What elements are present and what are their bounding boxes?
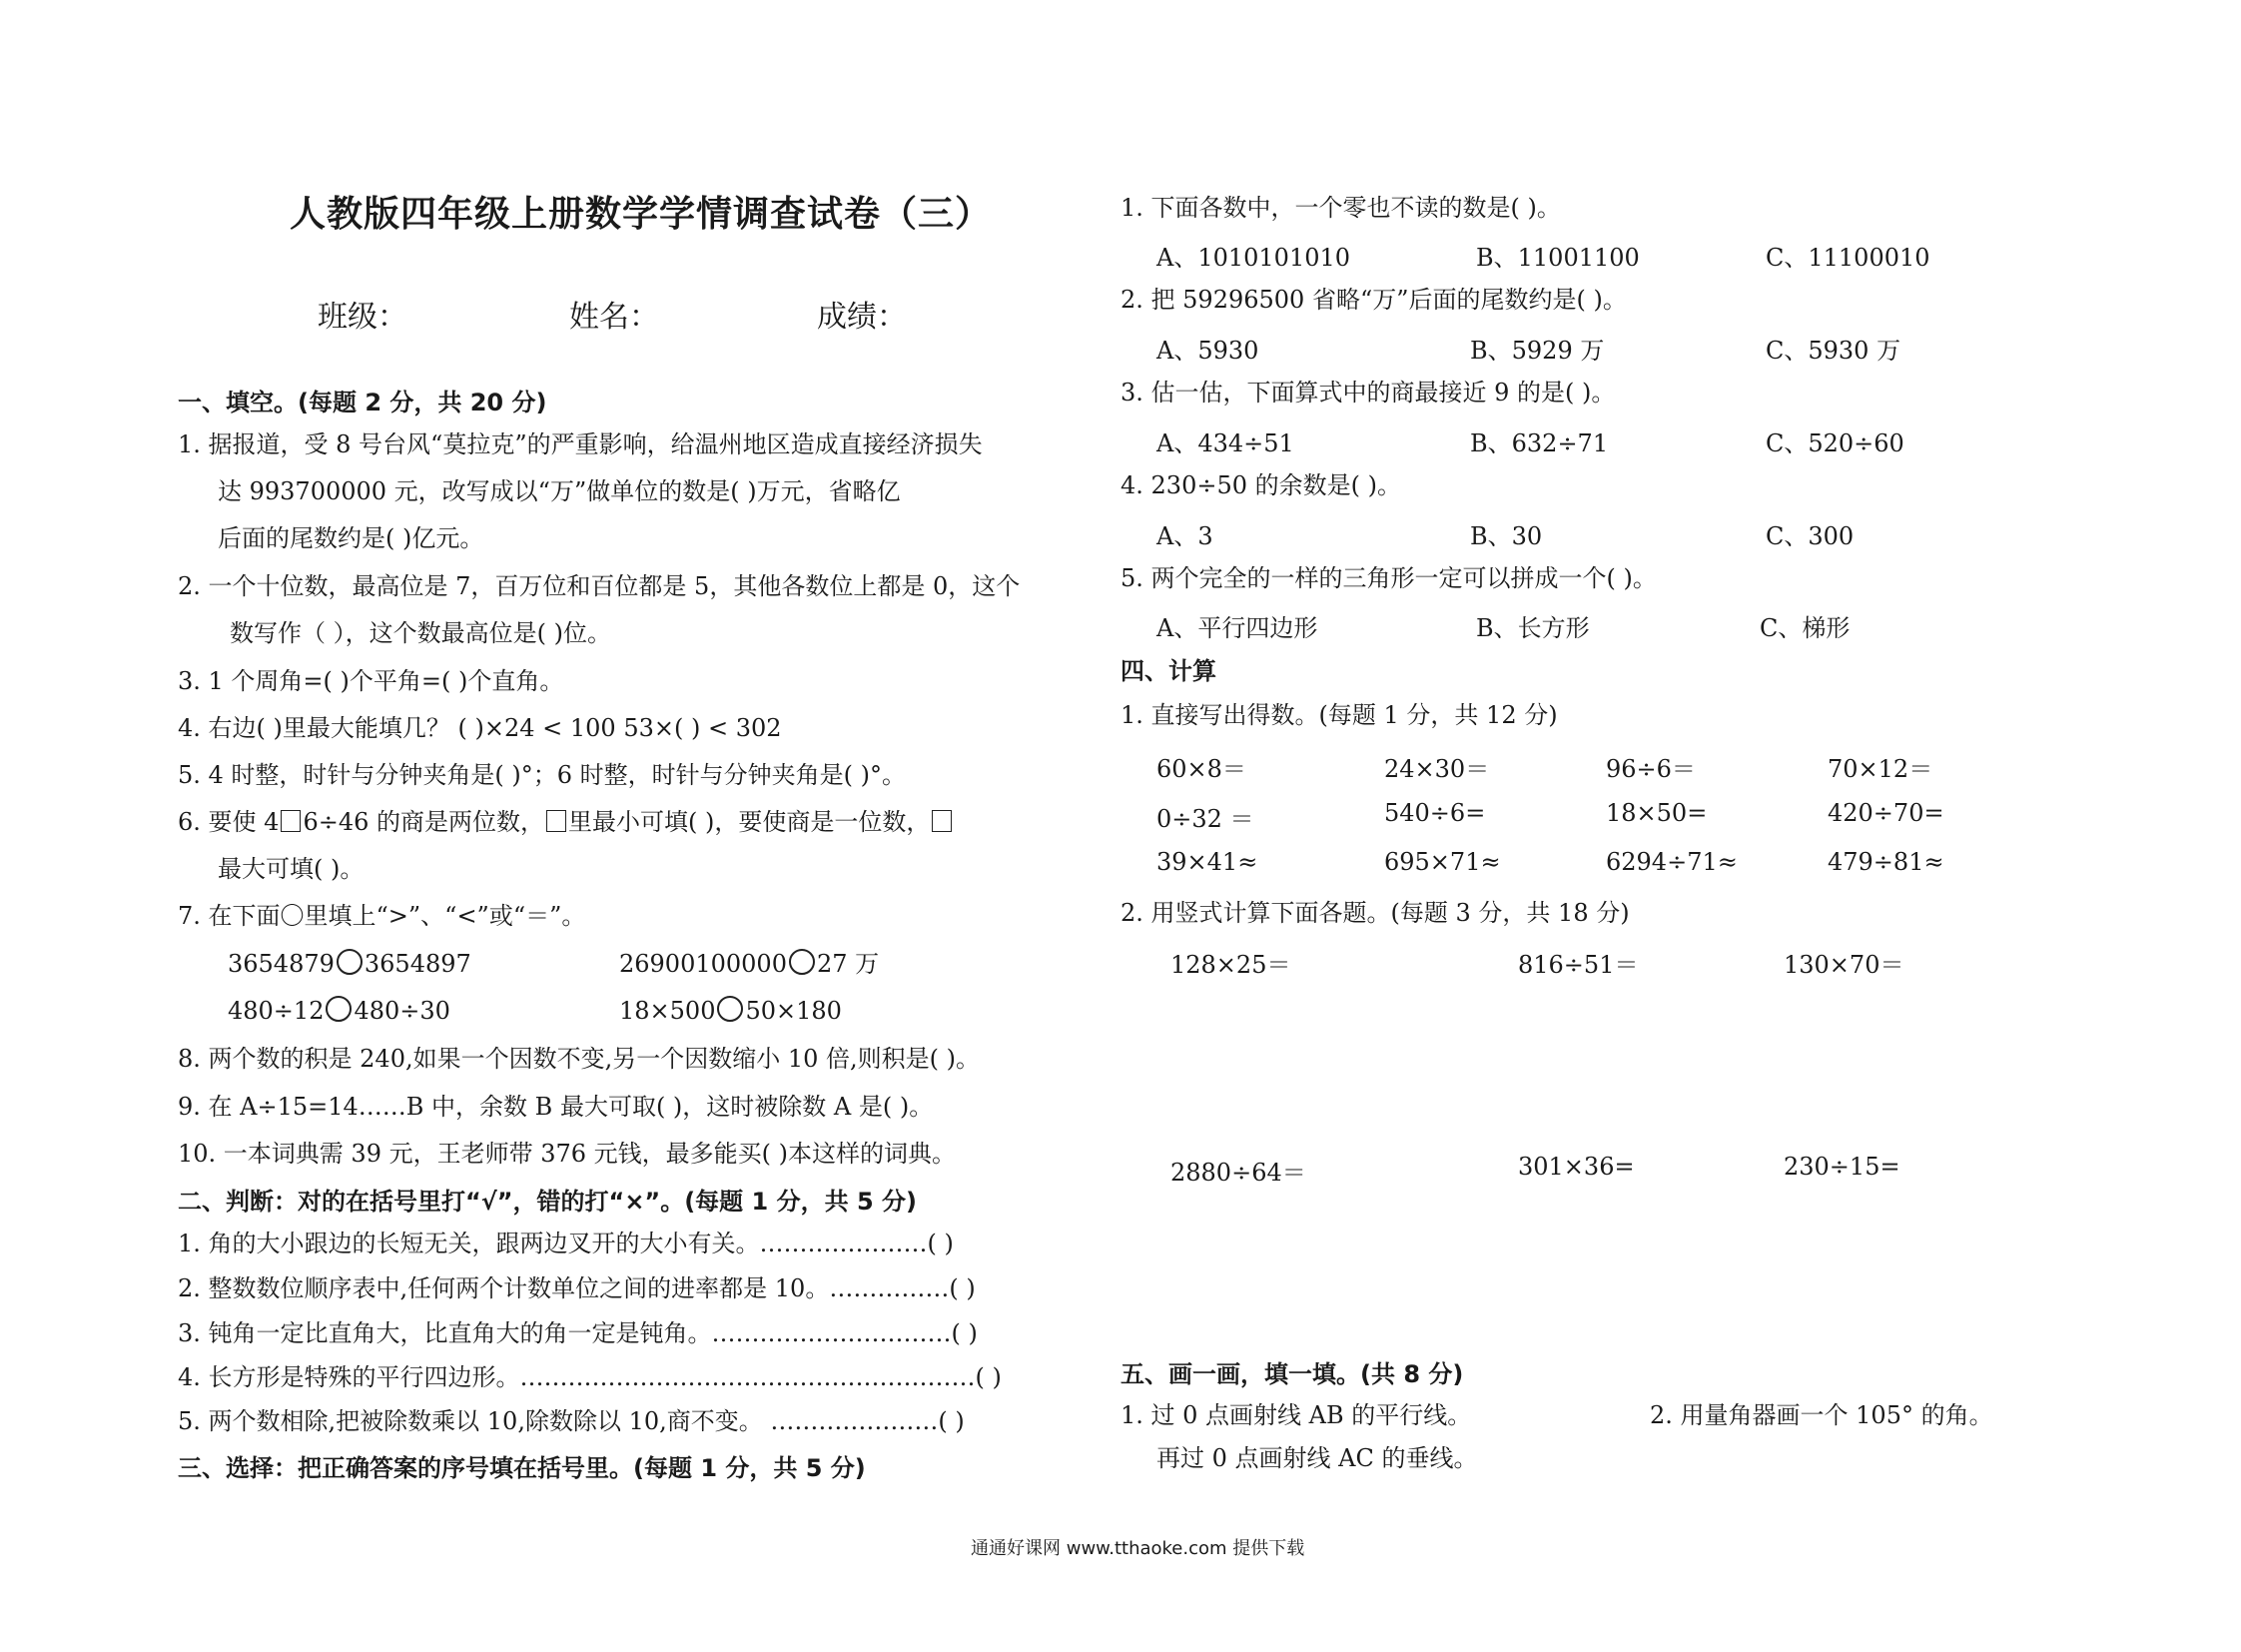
choice-q5-a: A、平行四边形 [1156, 614, 1318, 642]
draw-q1-line2: 再过 0 点画射线 AC 的垂线。 [1156, 1444, 1478, 1472]
fill-q8: 8. 两个数的积是 240,如果一个因数不变,另一个因数缩小 10 倍,则积是( )。 [178, 1045, 981, 1073]
circle-icon [337, 949, 363, 975]
footer-source: 通通好课网 www.tthaoke.com 提供下载 [971, 1538, 1305, 1559]
square-box-icon [281, 810, 301, 832]
choice-q3-b: B、632÷71 [1470, 429, 1609, 457]
square-box-icon [546, 810, 566, 832]
judge-q1: 1. 角的大小跟边的长短无关，跟两边叉开的大小有关。…………………( ) [178, 1230, 954, 1257]
fill-q1-line3: 后面的尾数约是( )亿元。 [218, 524, 484, 552]
fill-q6-line1 [178, 805, 954, 839]
calc-item: 24×30＝ [1384, 755, 1490, 783]
page-title: 人教版四年级上册数学学情调查试卷（三） [290, 194, 993, 235]
choice-q3-c: C、520÷60 [1766, 429, 1904, 457]
vertical-calc-item: 816÷51＝ [1518, 951, 1639, 979]
compare-2-left: 26900100000 [619, 950, 787, 978]
choice-q2-c: C、5930 万 [1766, 337, 1901, 365]
fill-q1-line2: 达 993700000 元，改写成以“万”做单位的数是( )万元，省略亿 [218, 477, 901, 505]
fill-q9: 9. 在 A÷15=14……B 中，余数 B 最大可取( )，这时被除数 A 是( )。 [178, 1093, 934, 1121]
vertical-calc-item: 128×25＝ [1170, 951, 1291, 979]
score-label: 成绩： [817, 300, 907, 335]
choice-q4: 4. 230÷50 的余数是( )。 [1120, 471, 1401, 499]
calc-item: 420÷70= [1828, 799, 1944, 827]
compare-4 [619, 994, 842, 1028]
compare-3-left: 480÷12 [228, 997, 325, 1025]
calc-item: 0÷32 ＝ [1156, 805, 1254, 833]
fill-q6-text-c: 里最小可填( )，要使商是一位数， [567, 808, 931, 836]
choice-q4-b: B、30 [1470, 522, 1543, 550]
compare-1 [228, 947, 471, 981]
fill-q2-line1: 2. 一个十位数，最高位是 7，百万位和百位都是 5，其他各数位上都是 0，这个 [178, 572, 1021, 600]
choice-q1-b: B、11001100 [1476, 244, 1640, 272]
calc-item: 479÷81≈ [1828, 848, 1944, 876]
choice-q2-b: B、5929 万 [1470, 337, 1605, 365]
vertical-calc-item: 301×36= [1518, 1153, 1635, 1181]
calc-item: 70×12＝ [1828, 755, 1933, 783]
draw-q2: 2. 用量角器画一个 105° 的角。 [1650, 1401, 1993, 1429]
section-5-heading: 五、画一画，填一填。(共 8 分) [1120, 1360, 1464, 1388]
square-box-icon [932, 810, 952, 832]
judge-q2: 2. 整数数位顺序表中,任何两个计数单位之间的进率都是 10。……………( ) [178, 1274, 976, 1302]
section-1-heading: 一、填空。(每题 2 分，共 20 分) [178, 389, 547, 416]
compare-3 [228, 994, 450, 1028]
choice-q1: 1. 下面各数中，一个零也不读的数是( )。 [1120, 194, 1561, 222]
vertical-calc-item: 2880÷64＝ [1170, 1159, 1306, 1187]
compare-3-right: 480÷30 [354, 997, 450, 1025]
vertical-calc-item: 130×70＝ [1784, 951, 1904, 979]
compare-2-right: 27 万 [816, 950, 880, 978]
fill-q6-line2: 最大可填( )。 [218, 855, 365, 883]
choice-q1-a: A、1010101010 [1156, 244, 1351, 272]
compare-1-left: 3654879 [228, 950, 335, 978]
choice-q5: 5. 两个完全的一样的三角形一定可以拼成一个( )。 [1120, 564, 1657, 592]
compare-4-right: 50×180 [745, 997, 842, 1025]
name-label: 姓名： [569, 300, 659, 335]
circle-icon [717, 996, 743, 1022]
choice-q4-a: A、3 [1156, 522, 1213, 550]
class-label: 班级： [318, 300, 407, 335]
vertical-calc-item: 230÷15= [1784, 1153, 1900, 1181]
choice-q5-c: C、梯形 [1760, 614, 1851, 642]
calc-sub2: 2. 用竖式计算下面各题。(每题 3 分，共 18 分) [1120, 899, 1630, 927]
fill-q7: 7. 在下面〇里填上“>”、“<”或“＝”。 [178, 902, 586, 930]
choice-q1-c: C、11100010 [1766, 244, 1930, 272]
fill-q5: 5. 4 时整，时针与分钟夹角是( )°；6 时整，时针与分钟夹角是( )°。 [178, 761, 907, 789]
choice-q2-a: A、5930 [1156, 337, 1259, 365]
fill-q1-line1: 1. 据报道，受 8 号台风“莫拉克”的严重影响，给温州地区造成直接经济损失 [178, 430, 983, 458]
circle-icon [789, 949, 815, 975]
judge-q4: 4. 长方形是特殊的平行四边形。…………………………………………………( ) [178, 1363, 1002, 1391]
choice-q3-a: A、434÷51 [1156, 429, 1294, 457]
calc-item: 6294÷71≈ [1606, 848, 1738, 876]
choice-q2: 2. 把 59296500 省略“万”后面的尾数约是( )。 [1120, 286, 1627, 314]
section-4-heading: 四、计算 [1120, 657, 1216, 685]
calc-item: 540÷6= [1384, 799, 1486, 827]
choice-q5-b: B、长方形 [1476, 614, 1590, 642]
choice-q4-c: C、300 [1766, 522, 1855, 550]
calc-sub1: 1. 直接写出得数。(每题 1 分，共 12 分) [1120, 701, 1558, 729]
section-3-heading: 三、选择：把正确答案的序号填在括号里。(每题 1 分，共 5 分) [178, 1454, 866, 1482]
fill-q2-line2: 数写作（ ），这个数最高位是( )位。 [230, 619, 611, 647]
calc-item: 18×50= [1606, 799, 1708, 827]
fill-q4: 4. 右边( )里最大能填几？ ( )×24 < 100 53×( ) < 302 [178, 714, 782, 742]
fill-q10: 10. 一本词典需 39 元，王老师带 376 元钱，最多能买( )本这样的词典。 [178, 1140, 957, 1168]
judge-q5: 5. 两个数相除,把被除数乘以 10,除数除以 10,商不变。 …………………( ) [178, 1407, 965, 1435]
compare-4-left: 18×500 [619, 997, 716, 1025]
fill-q6-text-a: 6. 要使 4 [178, 808, 280, 836]
compare-2 [619, 947, 879, 981]
calc-item: 60×8＝ [1156, 755, 1246, 783]
compare-1-right: 3654897 [364, 950, 471, 978]
calc-item: 695×71≈ [1384, 848, 1501, 876]
fill-q3: 3. 1 个周角=( )个平角=( )个直角。 [178, 667, 564, 695]
judge-q3: 3. 钝角一定比直角大，比直角大的角一定是钝角。…………………………( ) [178, 1319, 978, 1347]
circle-icon [326, 996, 352, 1022]
section-2-heading: 二、判断：对的在括号里打“√”，错的打“×”。(每题 1 分，共 5 分) [178, 1188, 917, 1216]
calc-item: 39×41≈ [1156, 848, 1258, 876]
choice-q3: 3. 估一估，下面算式中的商最接近 9 的是( )。 [1120, 379, 1616, 407]
draw-q1-line1: 1. 过 0 点画射线 AB 的平行线。 [1120, 1401, 1472, 1429]
fill-q6-text-b: 6÷46 的商是两位数， [303, 808, 544, 836]
calc-item: 96÷6＝ [1606, 755, 1696, 783]
